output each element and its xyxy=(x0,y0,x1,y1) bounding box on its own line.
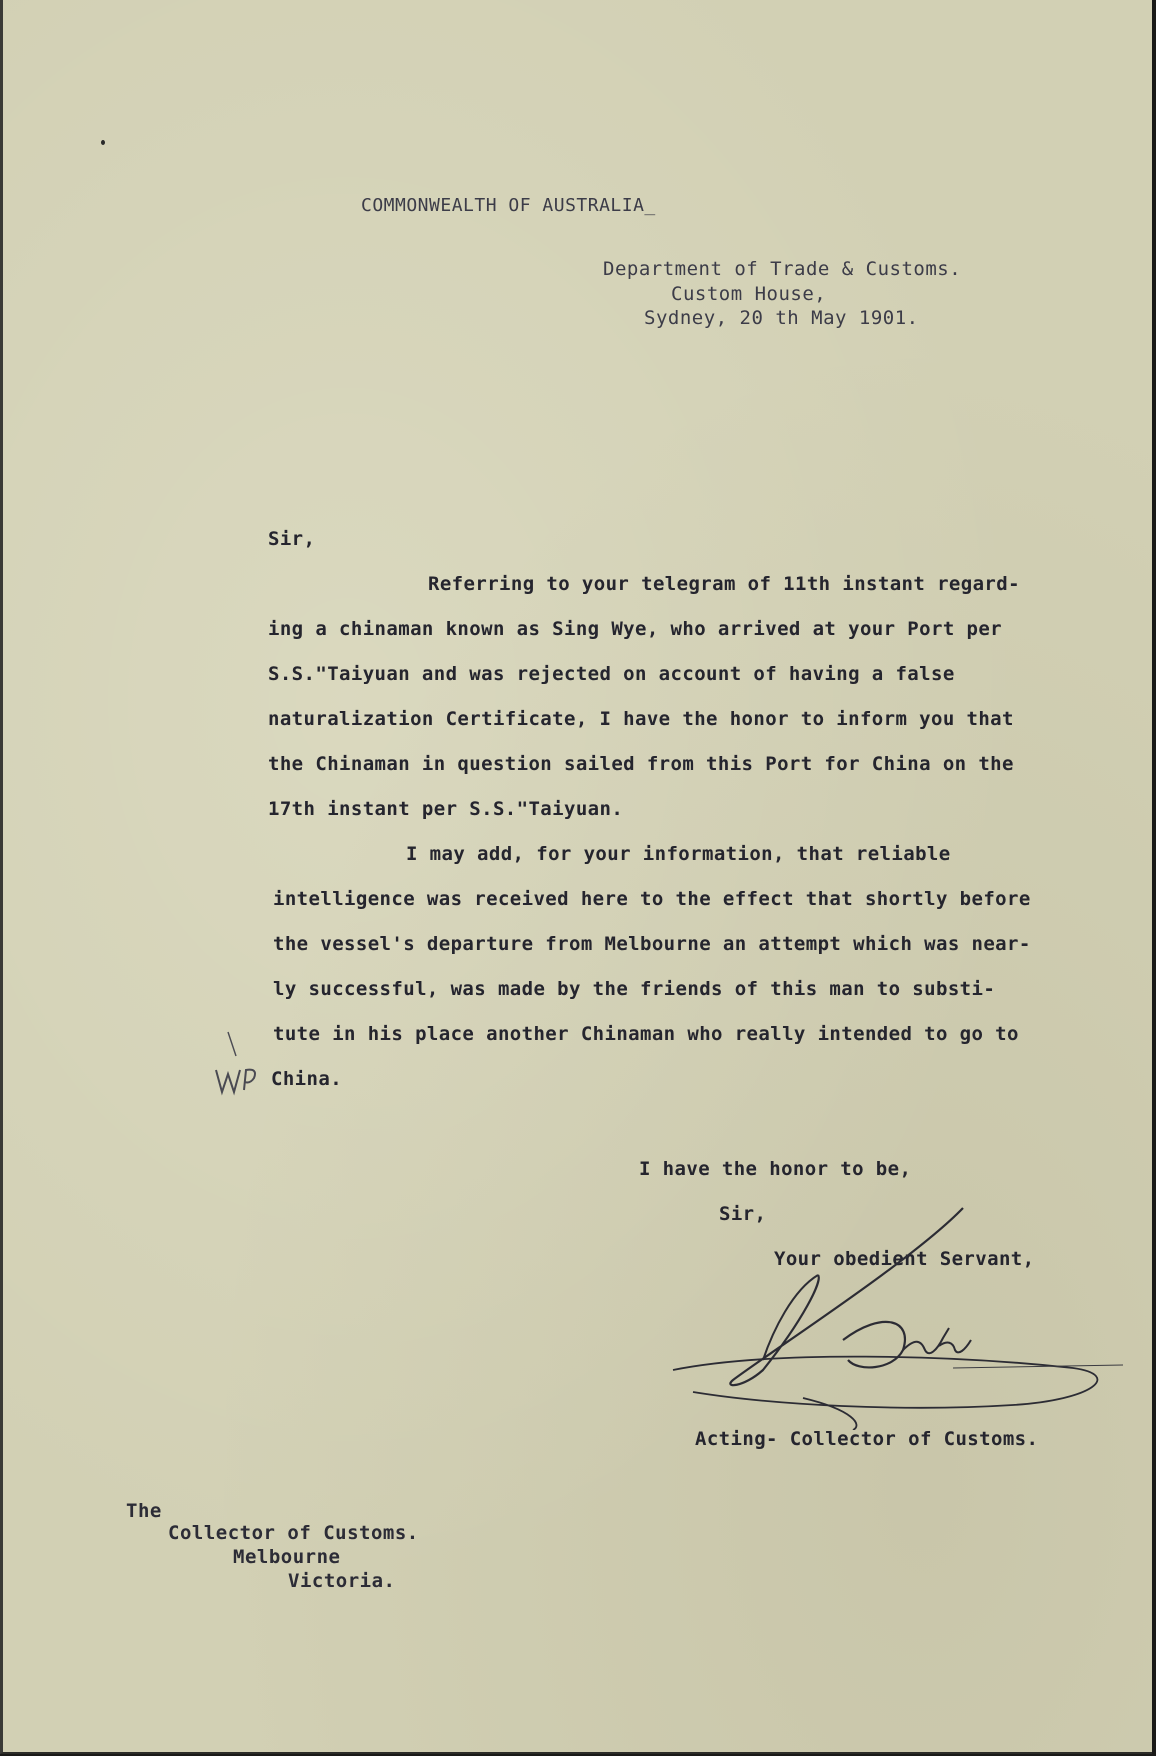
body-line: the Chinaman in question sailed from this Port for China on the xyxy=(268,753,1014,775)
letterhead-place-date: Sydney, 20 th May 1901. xyxy=(644,307,919,329)
handwritten-signature xyxy=(653,1200,1123,1430)
address-state: Victoria. xyxy=(288,1570,396,1592)
marginal-initials-mark xyxy=(208,1030,268,1100)
letterhead-house: Custom House, xyxy=(671,283,827,305)
address-collector: Collector of Customs. xyxy=(168,1522,419,1544)
body-line: 17th instant per S.S."Taiyuan. xyxy=(268,798,624,820)
body-line: the vessel's departure from Melbourne an attempt which was near- xyxy=(273,933,1031,955)
body-line: China. xyxy=(271,1068,343,1090)
body-line: tute in his place another Chinaman who really intended to go to xyxy=(273,1023,1019,1045)
body-line: ing a chinaman known as Sing Wye, who arrived at your Port per xyxy=(268,618,1003,640)
body-line: naturalization Certificate, I have the honor to inform you that xyxy=(268,708,1014,730)
address-city: Melbourne xyxy=(233,1546,341,1568)
body-line: Referring to your telegram of 11th instant regard- xyxy=(428,573,1020,595)
body-line: I may add, for your information, that reliable xyxy=(406,843,951,865)
body-line: ly successful, was made by the friends of this man to substi- xyxy=(273,978,996,1000)
closing-line: I have the honor to be, xyxy=(639,1158,912,1180)
body-line: S.S."Taiyuan and was rejected on account of having a false xyxy=(268,663,955,685)
closing-servant: Your obedient Servant, xyxy=(774,1248,1035,1270)
closing-sir: Sir, xyxy=(719,1203,767,1225)
letterhead-title: COMMONWEALTH OF AUSTRALIA_ xyxy=(361,195,656,216)
letterhead-department: Department of Trade & Customs. xyxy=(603,258,962,280)
ink-speck xyxy=(101,140,105,145)
signatory-title: Acting- Collector of Customs. xyxy=(695,1428,1039,1450)
body-line: intelligence was received here to the effect that shortly before xyxy=(273,888,1031,910)
address-the: The xyxy=(126,1500,162,1522)
salutation: Sir, xyxy=(268,528,316,550)
